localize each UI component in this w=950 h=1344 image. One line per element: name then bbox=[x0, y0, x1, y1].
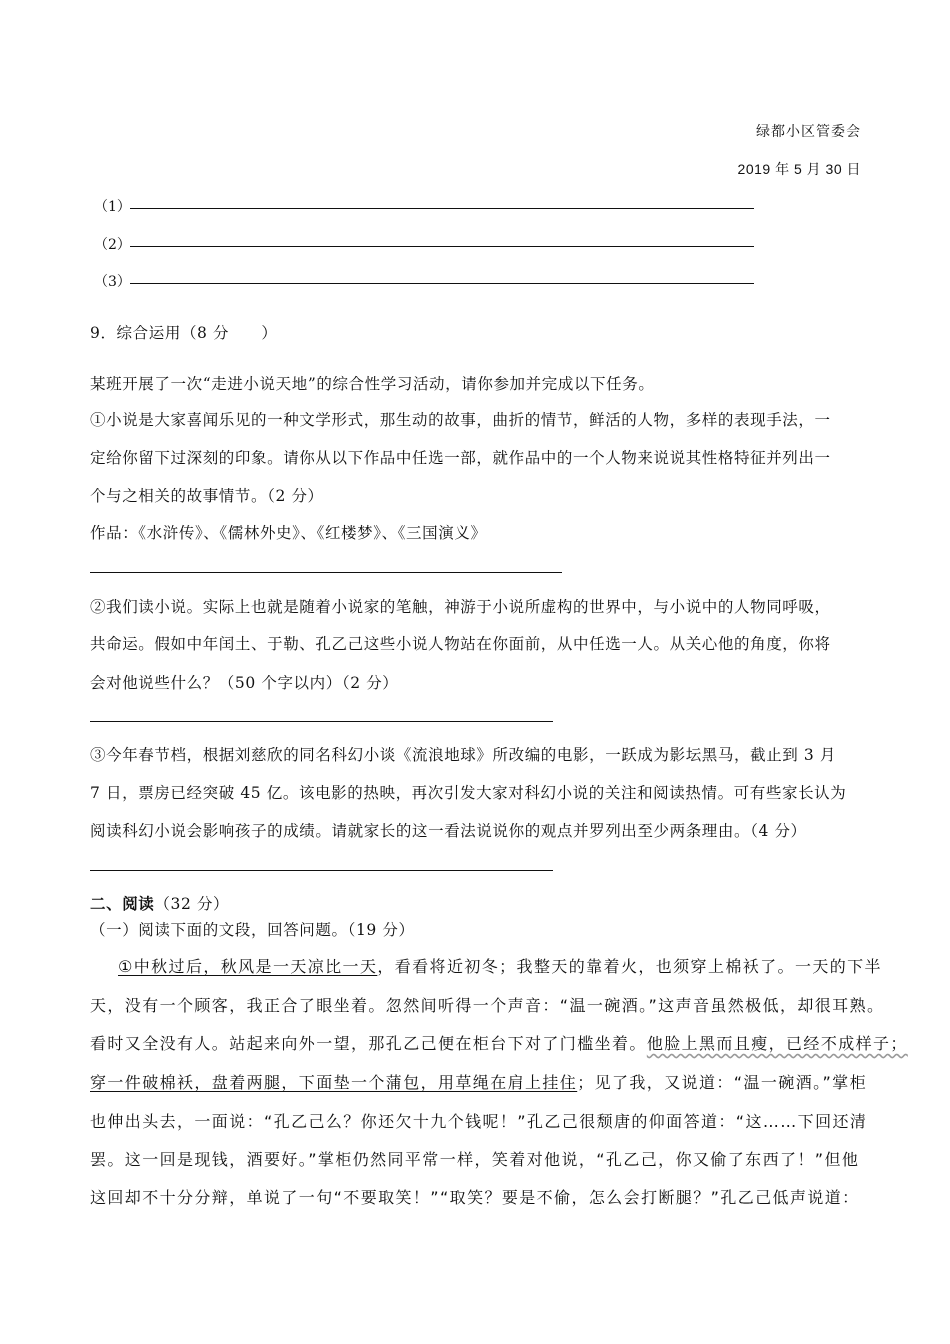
blank-number: （2） bbox=[94, 237, 131, 253]
passage-text: ；见了我，又说道：“温一碗酒。”掌柜 bbox=[577, 1073, 867, 1092]
answer-rule bbox=[130, 246, 754, 247]
task-3-line-2: 7 日，票房已经突破 45 亿。该电影的热映，再次引发大家对科幻小说的关注和阅读热情。可有些家长认为 bbox=[90, 784, 847, 802]
reading-heading-score: （32 分） bbox=[154, 895, 230, 913]
task-1-answer-line bbox=[90, 572, 562, 573]
task-1-line-3: 个与之相关的故事情节。（2 分） bbox=[90, 487, 324, 505]
underlined-phrase: 穿一件破棉袄，盘着两腿，下面垫一个蒲包，用草绳在肩上挂住 bbox=[90, 1073, 578, 1092]
question-9-title: 9．综合运用（8 分 ） bbox=[90, 324, 278, 342]
task-1-works: 作品：《水浒传》、《儒林外史》、《红楼梦》、《三国演义》 bbox=[90, 524, 487, 542]
underlined-phrase: ①中秋过后，秋风是一天凉比一天 bbox=[118, 957, 378, 976]
passage-line-6: 罢。这一回是现钱，酒要好。”掌柜仍然同平常一样，笑着对他说，“孔乙己，你又偷了东西了！”但他 bbox=[90, 1150, 860, 1169]
question-9-intro: 某班开展了一次“走进小说天地”的综合性学习活动，请你参加并完成以下任务。 bbox=[90, 375, 655, 393]
notice-signature: 绿都小区管委会 bbox=[756, 124, 861, 140]
passage-text: 看时又全没有人。站起来向外一望，那孔乙己便在柜台下对了门槛坐着。 bbox=[90, 1034, 647, 1053]
task-3-line-1: ③今年春节档，根据刘慈欣的同名科幻小谈《流浪地球》所改编的电影，一跃成为影坛黑马，截止到 3 月 bbox=[90, 746, 837, 764]
reading-heading bbox=[90, 892, 229, 914]
notice-date: 2019 年 5 月 30 日 bbox=[737, 161, 861, 177]
passage-line-2: 天，没有一个顾客，我正合了眼坐着。忽然间听得一个声音：“温一碗酒。”这声音虽然极低，却很耳熟。 bbox=[90, 996, 885, 1015]
task-3-line-3: 阅读科幻小说会影响孩子的成绩。请就家长的这一看法说说你的观点并罗列出至少两条理由。（4 分） bbox=[90, 822, 807, 840]
task-2-line-1: ②我们读小说。实际上也就是随着小说家的笔触，神游于小说所虚构的世界中，与小说中的人物同呼吸， bbox=[90, 598, 831, 616]
task-2-line-2: 共命运。假如中年闰土、于勒、孔乙己这些小说人物站在你面前，从中任选一人。从关心他的角度，你将 bbox=[90, 635, 831, 653]
reading-heading-label: 二、阅读 bbox=[90, 894, 155, 913]
task-1-line-2: 定给你留下过深刻的印象。请你从以下作品中任选一部，就作品中的一个人物来说说其性格特征并列出一 bbox=[90, 449, 831, 467]
task-1-line-1: ①小说是大家喜闻乐见的一种文学形式，那生动的故事，曲折的情节，鲜活的人物，多样的表现手法，一 bbox=[90, 411, 831, 429]
answer-rule bbox=[130, 283, 754, 284]
passage-line-7: 这回却不十分分辩，单说了一句“不要取笑！”“取笑？要是不偷，怎么会打断腿？”孔乙己低声说道： bbox=[90, 1188, 860, 1207]
answer-rule bbox=[130, 208, 754, 209]
passage-line-4 bbox=[90, 1070, 867, 1093]
passage-text: ，看看将近初冬；我整天的靠着火，也须穿上棉袄了。一天的下半 bbox=[377, 957, 882, 976]
task-3-answer-line bbox=[90, 870, 553, 871]
reading-subheading: （一）阅读下面的文段，回答问题。（19 分） bbox=[90, 921, 415, 939]
task-2-line-3: 会对他说些什么？（50 个字以内）（2 分） bbox=[90, 674, 399, 692]
blank-number: （3） bbox=[94, 274, 131, 290]
passage-line-3 bbox=[90, 1031, 908, 1054]
task-2-answer-line bbox=[90, 721, 553, 722]
passage-line-5: 也伸出头去，一面说：“孔乙己么？你还欠十九个钱呢！”孔乙己很颓唐的仰面答道：“这……下回还清 bbox=[90, 1112, 868, 1131]
wavy-underlined-phrase: 他脸上黑而且瘦，已经不成样子； bbox=[646, 1034, 908, 1053]
passage-line-1 bbox=[118, 954, 882, 977]
blank-number: （1） bbox=[94, 199, 131, 215]
